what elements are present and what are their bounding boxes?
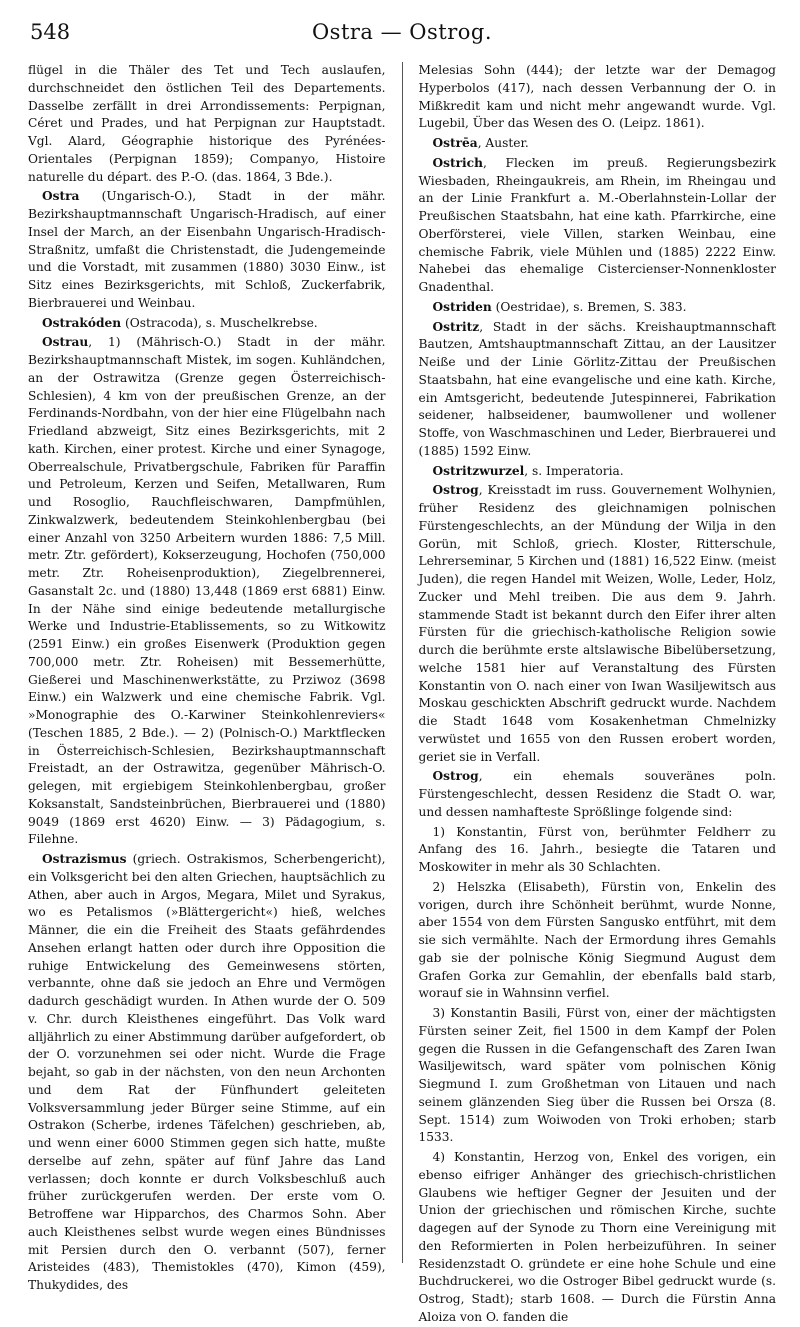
dictionary-entry — [28, 334, 386, 849]
entry-text: (Oestridae), s. Bremen, S. 383. — [491, 299, 687, 314]
sub-entry — [419, 1005, 777, 1147]
entry-text: , 1) (Mährisch-O.) Stadt in der mähr. Bezirkshauptmannschaft Mistek, im sogen. Kuhländchen, an der Ostrawitza (Grenze gegen Österreichisch-Schlesien), 4 km von der preußischen Grenze, an der Ferdinands-Nordbahn, von der hier eine Flügelbahn nach Friedland abzweigt, Sitz eines Bezirksgerichts, mit 2 kath. Kirchen, einer protest. Kirche und einer Synagoge, Oberrealschule, Privatbergschule, Fabriken für Paraffin und Petroleum, Kerzen und Seifen, Metallwaren, Rum und Rosoglio, Rauchfleischwaren, Dampfmühlen, Zinkwalzwerk, bedeutendem Steinkohlenbergbau (bei einer Anzahl von 3250 Arbeitern wurden 1886: 7,5 Mill. metr. Ztr. gefördert), Kokserzeugung, Hochofen (750,000 metr. Ztr. Roheisenproduktion), Ziegelbrennerei, Gasanstalt 2c. und (1880) 13,448 (1869 erst 6881) Einw. In der Nähe sind einige bedeutende metallurgische Werke und Industrie-Etablissements, so zu Witkowitz (2591 Einw.) ein großes Eisenwerk (Produktion gegen 700,000 metr. Ztr. Roheisen) mit Bessemerhütte, Gießerei und Maschinenwerkstätte, zu Prziwoz (3698 Einw.) ein Walzwerk und eine chemische Fabrik. Vgl. »Monographie des O.-Karwiner Steinkohlenreviers« (Teschen 1885, 2 Bde.). — 2) (Polnisch-O.) Marktflecken in Österreichisch-Schlesien, Bezirkshauptmannschaft Freistadt, an der Ostrawitza, gegenüber Mährisch-O. gelegen, mit ergiebigem Steinkohlenbergbau, großer Koksanstalt, Sandsteinbrüchen, Bierbrauerei und (1880) 9049 (1869 erst 4620) Einw. — 3) Pädagogium, s. Filehne. — [28, 335, 386, 847]
entry-text: Melesias Sohn (444); der letzte war der Demagog Hyperbolos (417), nach dessen Verbannung der O. in Mißkredit kam und nicht mehr angewandt wurde. Vgl. Lugebil, Über das Wesen des O. (Leipz. 1861). — [418, 63, 776, 131]
running-head: Ostra — Ostrog. — [311, 20, 493, 44]
entry-text: 4) Konstantin, Herzog von, Enkel des vorigen, ein ebenso eifriger Anhänger des griechisch-christlichen Glaubens wie heftiger Gegner der Jesuiten und der Union der griechischen und römischen Kirche, suchte dagegen auf der Synode zu Thorn eine Vereinigung mit den Reformierten in Polen herbeizuführen. In seiner Residenzstadt O. gründete er eine hohe Schule und eine Buchdruckerei, wo die Ostroger Bibel gedruckt wurde (s. Ostrog, Stadt); starb 1608. — Durch die Fürstin Anna Aloiza von O. fanden die — [418, 1150, 776, 1324]
entry-headword: Ostrog — [432, 769, 479, 784]
dictionary-entry — [419, 482, 777, 766]
dictionary-entry — [419, 319, 777, 461]
dictionary-entry — [28, 851, 386, 1295]
continued-text — [28, 62, 386, 186]
dictionary-entry — [419, 135, 777, 153]
entry-headword: Ostritzwurzel — [432, 463, 525, 478]
dictionary-entry — [419, 768, 777, 821]
column-divider — [402, 62, 403, 1263]
entry-text: flügel in die Thäler des Tet und Tech auslaufen, durchschneidet den östlichen Teil des Departements. Dasselbe zerfällt in drei Arrondissements: Perpignan, Céret und Prades, und hat Perpignan zur Hauptstadt. Vgl. Alard, Géographie historique des Pyrénées-Orientales (Perpignan 1859); Companyo, Histoire naturelle du départ. des P.-O. (das. 1864, 3 Bde.). — [28, 63, 386, 184]
left-column — [28, 62, 386, 1292]
entry-text: , Flecken im preuß. Regierungsbezirk Wiesbaden, Rheingaukreis, am Rhein, im Rheingau und an der Linie Frankfurt a. M.-Oberlahnstein-Lollar der Preußischen Staatsbahn, hat eine kath. Pfarrkirche, eine Oberförsterei, viele Villen, starken Weinbau, eine chemische Fabrik, viele Mühlen und (1885) 2222 Einw. Nahebei das ehemalige Cistercienser-Nonnenkloster Gnadenthal. — [418, 155, 776, 294]
page-number: 548 — [30, 20, 71, 44]
dictionary-entry — [419, 463, 777, 481]
entry-text: 3) Konstantin Basili, Fürst von, einer der mächtigsten Fürsten seiner Zeit, fiel 1500 in dem Kampf der Polen gegen die Russen in die Gefangenschaft des Zaren Iwan Wasiljewitsch, ward später vom polnischen König Siegmund I. zum Großhetman von Litauen und nach seinem glänzenden Sieg über die Russen bei Orsza (8. Sept. 1514) zum Woiwoden von Troki erhoben; starb 1533. — [418, 1006, 776, 1145]
entry-text: , Stadt in der sächs. Kreishauptmannschaft Bautzen, Amtshauptmannschaft Zittau, an der Lausitzer Neiße und der Linie Görlitz-Zittau der Preußischen Staatsbahn, hat eine evangelische und eine kath. Kirche, ein Amtsgericht, bedeutende Jutespinnerei, Fabrikation seidener, halbseidener, baumwollener und wollener Stoffe, von Waschmaschinen und Leder, Bierbrauerei und (1885) 1592 Einw. — [418, 319, 776, 458]
entry-text: , ein ehemals souveränes poln. Fürstengeschlecht, dessen Residenz die Stadt O. war, und dessen namhafteste Sprößlinge folgende sind: — [418, 769, 776, 819]
entry-text: (Ungarisch-O.), Stadt in der mähr. Bezirkshauptmannschaft Ungarisch-Hradisch, auf einer Insel der March, an der Eisenbahn Ungarisch-Hradisch-Straßnitz, umfaßt die Christenstadt, die Judengemeinde und die Vorstadt, mit zusammen (1880) 3030 Einw., ist Sitz eines Bezirksgerichts, mit Schloß, Zuckerfabrik, Bierbrauerei und Weinbau. — [28, 189, 386, 310]
entry-text: (Ostracoda), s. Muschelkrebse. — [121, 315, 318, 330]
entry-text: , s. Imperatoria. — [524, 463, 624, 478]
sub-entry — [419, 824, 777, 877]
right-column — [418, 62, 777, 1324]
entry-headword: Ostrog — [432, 483, 479, 498]
entry-headword: Ostra — [42, 189, 80, 204]
entry-headword: Ostritz — [432, 319, 480, 334]
dictionary-entry — [28, 188, 386, 312]
entry-headword: Ostrazismus — [42, 852, 127, 866]
dictionary-entry — [419, 155, 777, 297]
entry-text: 1) Konstantin, Fürst von, berühmter Feldherr zu Anfang des 16. Jahrh., besiegte die Tataren und Moskowiter in mehr als 30 Schlachten. — [418, 824, 776, 874]
entry-headword: Ostrich — [432, 155, 483, 170]
entry-headword: Ostrēa — [432, 136, 478, 150]
entry-headword: Ostriden — [432, 299, 492, 314]
dictionary-entry — [419, 299, 777, 317]
page-header — [28, 14, 776, 48]
entry-headword: Ostrakóden — [42, 315, 122, 330]
entry-text: (griech. Ostrakismos, Scherbengericht), ein Volksgericht bei den alten Griechen, hauptsächlich zu Athen, aber auch in Argos, Megara, Milet und Syrakus, wo es Petalismos (»Blättergericht«) hieß, welches Männer, die ein die Freiheit des Staats gefährdendes Ansehen erlangt hatten oder durch ihre Opposition die ruhige Entwickelung des Gemeinwesens störten, verbannte, ohne daß sie jedoch an Ehre und Vermögen dadurch geschädigt wurden. In Athen wurde der O. 509 v. Chr. durch Kleisthenes eingeführt. Das Volk ward alljährlich zu einer Abstimmung darüber aufgefordert, ob der O. vorzunehmen sei oder nicht. Wurde die Frage bejaht, so gab in der nächsten, von den neun Archonten und dem Rat der Fünfhundert geleiteten Volksversammlung jeder Bürger seine Stimme, auf ein Ostrakon (Scherbe, irdenes Täfelchen) geschrieben, ab, und wenn einer 6000 Stimmen gegen sich hatte, mußte derselbe auf zehn, später auf fünf Jahre das Land verlassen; doch konnte er durch Volksbeschluß auch früher zurückgerufen werden. Der erste vom O. Betroffene war Hipparchos, des Charmos Sohn. Aber auch Kleisthenes selbst wurde wegen eines Bündnisses mit Persien durch den O. verbannt (507), ferner Aristeides (483), Themistokles (470), Kimon (459), Thukydides, des — [28, 852, 386, 1292]
text-columns — [28, 62, 776, 1324]
sub-entry — [419, 879, 777, 1003]
entry-text: , Auster. — [477, 136, 529, 150]
continued-text — [419, 62, 777, 133]
entry-headword: Ostrau — [42, 335, 89, 350]
dictionary-entry — [28, 315, 386, 333]
entry-text: , Kreisstadt im russ. Gouvernement Wolhynien, früher Residenz des gleichnamigen polnischen Fürstengeschlechts, an der Mündung der Wilja in den Gorün, mit Schloß, griech. Kloster, Ritterschule, Lehrerseminar, 5 Kirchen und (1881) 16,522 Einw. (meist Juden), die regen Handel mit Weizen, Wolle, Leder, Holz, Zucker und Mehl treiben. Die aus dem 9. Jahrh. stammende Stadt ist bekannt durch den Eifer ihrer alten Fürsten für die griechisch-katholische Religion sowie durch die berühmte erste altslawische Bibelübersetzung, welche 1581 hier auf Veranstaltung des Fürsten Konstantin von O. nach einer von Iwan Wasiljewitsch aus Moskau geschickten Abschrift gedruckt wurde. Nachdem die Stadt 1648 vom Kosakenhetman Chmelnizky verwüstet und 1655 von den Russen erobert worden, geriet sie in Verfall. — [418, 483, 776, 764]
entry-text: 2) Helszka (Elisabeth), Fürstin von, Enkelin des vorigen, durch ihre Schönheit berühmt, wurde Nonne, aber 1554 von dem Fürsten Sangusko entführt, mit dem sie sich vermählte. Nach der Ermordung ihres Gemahls gab sie der polnische König Siegmund August dem Grafen Gorka zur Gemahlin, der ebenfalls bald starb, worauf sie in Wahnsinn verfiel. — [418, 879, 776, 1001]
sub-entry — [419, 1149, 777, 1327]
